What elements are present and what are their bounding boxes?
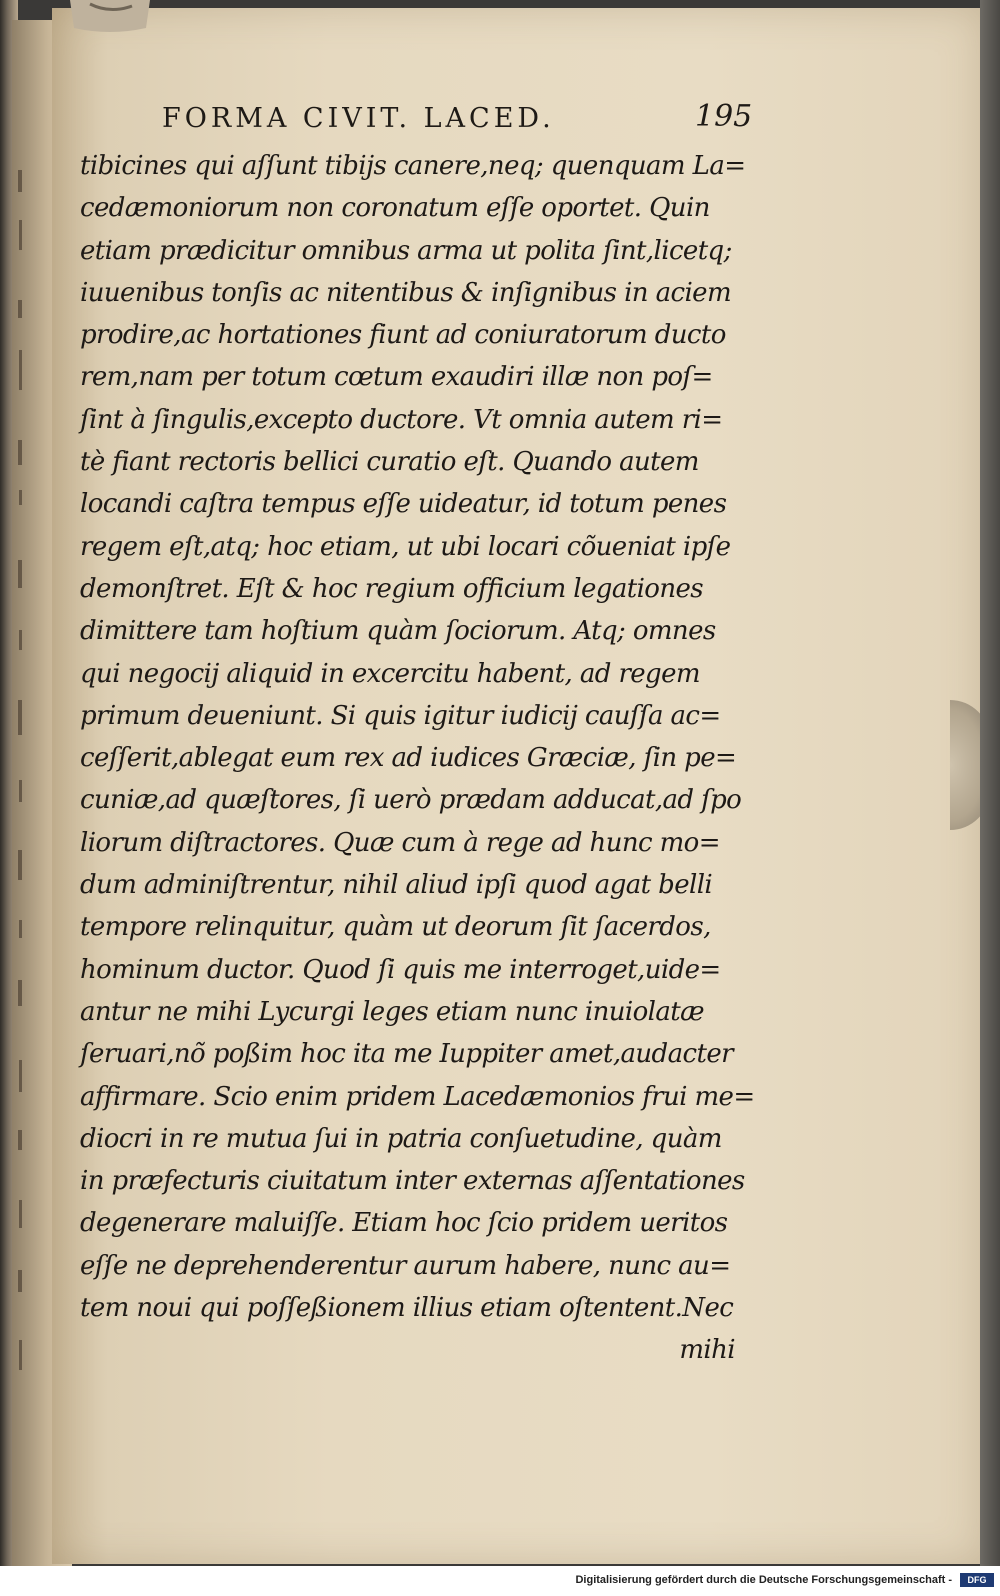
text-line: tibicines qui aſſunt tibijs canere,neq; quenquam La= [80,151,746,181]
running-head-title: FORMA CIVIT. LACED. [162,103,555,134]
text-line: degenerare maluiſſe. Etiam hoc ſcio pridem ueritos [80,1208,728,1239]
text-line: liorum diſtractores. Quæ cum à rege ad hunc mo= [80,827,720,858]
page-clip-tab [60,0,160,36]
text-line: tempore relinquitur, quàm ut deorum ſit ſacerdos, [80,912,711,943]
text-line: prodire,ac hortationes fiunt ad coniuratorum ducto [80,320,726,351]
text-line: in præfecturis ciuitatum inter externas aſſentationes [80,1166,745,1197]
text-line: diocri in re mutua ſui in patria conſuetudine, quàm [80,1123,722,1154]
text-line: qui negocij aliquid in excercitu habent, ad regem [80,658,700,689]
text-line: locandi caſtra tempus eſſe uideatur, id totum penes [80,489,727,520]
text-line: cuniæ,ad quæſtores, ſi uerò prædam adducat,ad ſpo [80,785,742,816]
text-line: tem noui qui poſſeßionem illius etiam oſtentent.Nec [80,1293,734,1324]
text-line: tè fiant rectoris bellici curatio eſt. Quando autem [80,447,699,478]
text-line: iuuenibus tonſis ac nitentibus & inſignibus in aciem [80,277,732,308]
text-line: dimittere tam hoſtium quàm ſociorum. Atq; omnes [80,616,716,647]
text-line: ſeruari,nõ poßim hoc ita me Iuppiter amet,audacter [80,1039,733,1070]
body-text [80,145,755,1372]
text-line: affirmare. Scio enim pridem Lacedæmonios frui me= [80,1081,755,1112]
page-number: 195 [695,99,753,134]
catchword: mihi [679,1335,735,1366]
text-line: hominum ductor. Quod ſi quis me interroget,uide= [80,954,721,985]
text-line: primum deueniunt. Si quis igitur iudicij cauſſa ac= [80,700,721,731]
digitization-footer [0,1566,1000,1596]
text-line: antur ne mihi Lycurgi leges etiam nunc inuiolatæ [80,996,704,1027]
text-line: etiam prædicitur omnibus arma ut polita ſint,licetq; [80,235,732,266]
text-line: ſint à ſingulis,excepto ductore. Vt omnia autem ri= [80,404,723,435]
funding-credit: Digitalisierung gefördert durch die Deutsche Forschungsgemeinschaft - [575,1574,952,1586]
dfg-logo-icon: DFG [960,1573,994,1587]
text-line: regem eſt,atq; hoc etiam, ut ubi locari cõueniat ipſe [80,531,731,562]
text-line: demonſtret. Eſt & hoc regium officium legationes [80,573,704,604]
text-line: dum adminiſtrentur, nihil aliud ipſi quod agat belli [80,870,713,901]
running-head [80,95,770,145]
right-book-edge [980,0,1000,1566]
text-line: rem,nam per totum cœtum exaudiri illæ non poſ= [80,362,713,393]
text-line: cedæmoniorum non coronatum eſſe oportet. Quin [80,193,710,224]
text-line: ceſſerit,ablegat eum rex ad iudices Græciæ, ſin pe= [80,743,737,774]
text-line: eſſe ne deprehenderentur aurum habere, nunc au= [80,1250,731,1281]
